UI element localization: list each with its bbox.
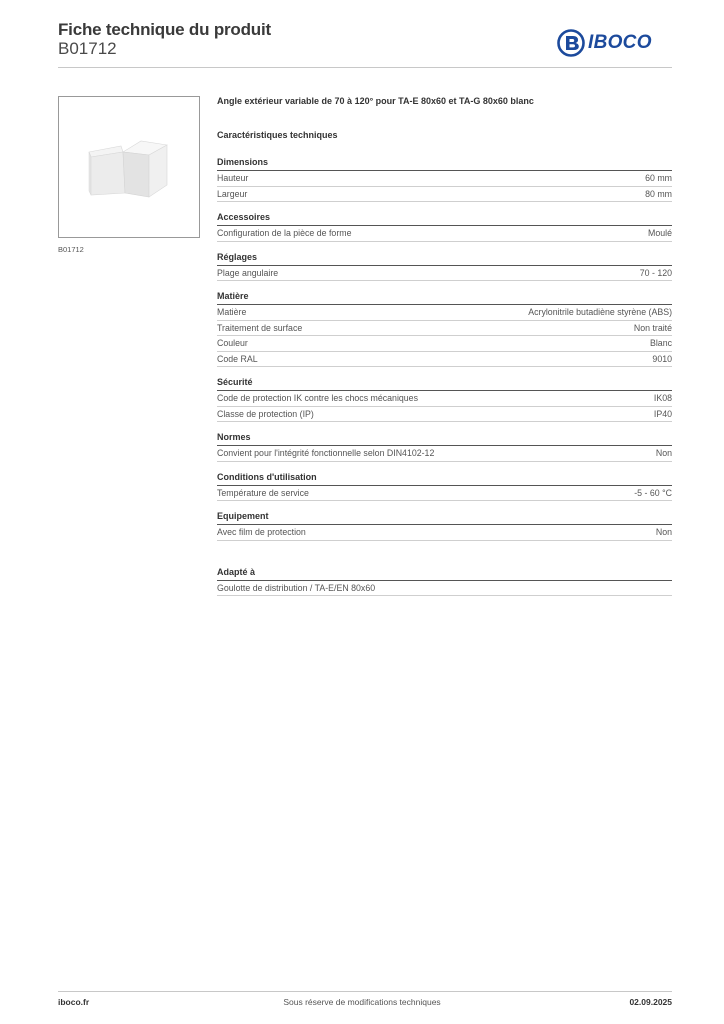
spec-section [217, 565, 672, 597]
spec-label: Configuration de la pièce de forme [217, 228, 352, 238]
page-title: Fiche technique du produit [58, 20, 271, 39]
footer-notice: Sous réserve de modifications techniques [283, 997, 441, 1007]
section-title: Dimensions [217, 155, 672, 171]
spec-label: Largeur [217, 188, 248, 199]
spec-value: IP40 [653, 408, 672, 419]
spec-section [217, 155, 672, 202]
section-title: Matière [217, 289, 672, 305]
spec-value: 70 - 120 [639, 267, 672, 278]
spec-label: Couleur [217, 338, 248, 348]
spec-sections [217, 155, 672, 596]
spec-label: Convient pour l'intégrité fonctionnelle selon DIN4102-12 [217, 448, 435, 458]
spec-section [217, 250, 672, 282]
spec-section [217, 430, 672, 462]
spec-value: Non [655, 527, 672, 537]
spec-value: Non traité [633, 322, 672, 333]
characteristics-heading: Caractéristiques techniques [217, 130, 338, 140]
spec-label: Température de service [217, 487, 309, 498]
spec-section [217, 509, 672, 541]
header-divider [58, 67, 672, 68]
spec-label: Classe de protection (IP) [217, 408, 314, 419]
spec-label: Hauteur [217, 173, 249, 183]
spec-row [217, 352, 672, 368]
spec-section [217, 470, 672, 502]
brand-logo-text: IBOCO [588, 32, 652, 53]
spec-row [217, 407, 672, 423]
spec-section [217, 210, 672, 242]
spec-section [217, 289, 672, 367]
spec-label: Avec film de protection [217, 527, 306, 537]
spec-row [217, 391, 672, 407]
product-image [58, 96, 200, 238]
spec-row [217, 226, 672, 242]
brand-logo [557, 29, 652, 57]
spec-value: Non [655, 448, 672, 458]
spec-value: 9010 [652, 353, 672, 364]
spec-row [217, 171, 672, 187]
section-title: Conditions d'utilisation [217, 470, 672, 486]
section-title: Equipement [217, 509, 672, 525]
spec-row [217, 581, 672, 597]
spec-label: Traitement de surface [217, 322, 303, 333]
spec-label: Matière [217, 307, 247, 317]
spec-row [217, 266, 672, 282]
image-caption: B01712 [58, 245, 84, 254]
spec-value: -5 - 60 °C [634, 487, 672, 498]
section-title: Accessoires [217, 210, 672, 226]
spec-section [217, 375, 672, 422]
footer-website: iboco.fr [58, 997, 90, 1007]
spec-value: Moulé [648, 228, 672, 238]
section-title: Normes [217, 430, 672, 446]
spec-row [217, 446, 672, 462]
spec-value: 60 mm [645, 173, 672, 183]
spec-value: 80 mm [645, 188, 672, 199]
section-title: Sécurité [217, 375, 672, 391]
product-image-illustration [59, 97, 199, 237]
spec-label: Goulotte de distribution / TA-E/EN 80x60 [217, 582, 376, 593]
footer-divider [58, 991, 672, 992]
footer-date: 02.09.2025 [629, 997, 672, 1007]
spec-row [217, 321, 672, 337]
spec-value: IK08 [653, 393, 672, 403]
section-title: Réglages [217, 250, 672, 266]
spec-content [217, 94, 672, 604]
spec-row [217, 187, 672, 203]
spec-label: Plage angulaire [217, 267, 279, 278]
spec-row [217, 486, 672, 502]
spec-value: Blanc [649, 338, 672, 348]
spec-row [217, 305, 672, 321]
product-title: Angle extérieur variable de 70 à 120° pour TA-E 80x60 et TA-G 80x60 blanc [217, 96, 534, 106]
spec-label: Code de protection IK contre les chocs mécaniques [217, 393, 418, 403]
spec-label: Code RAL [217, 353, 258, 364]
product-code: B01712 [58, 39, 117, 58]
section-title: Adapté à [217, 565, 672, 581]
spec-value: Acrylonitrile butadiène styrène (ABS) [528, 307, 672, 317]
spec-row [217, 336, 672, 352]
brand-logo-icon [557, 29, 585, 57]
spec-row [217, 525, 672, 541]
